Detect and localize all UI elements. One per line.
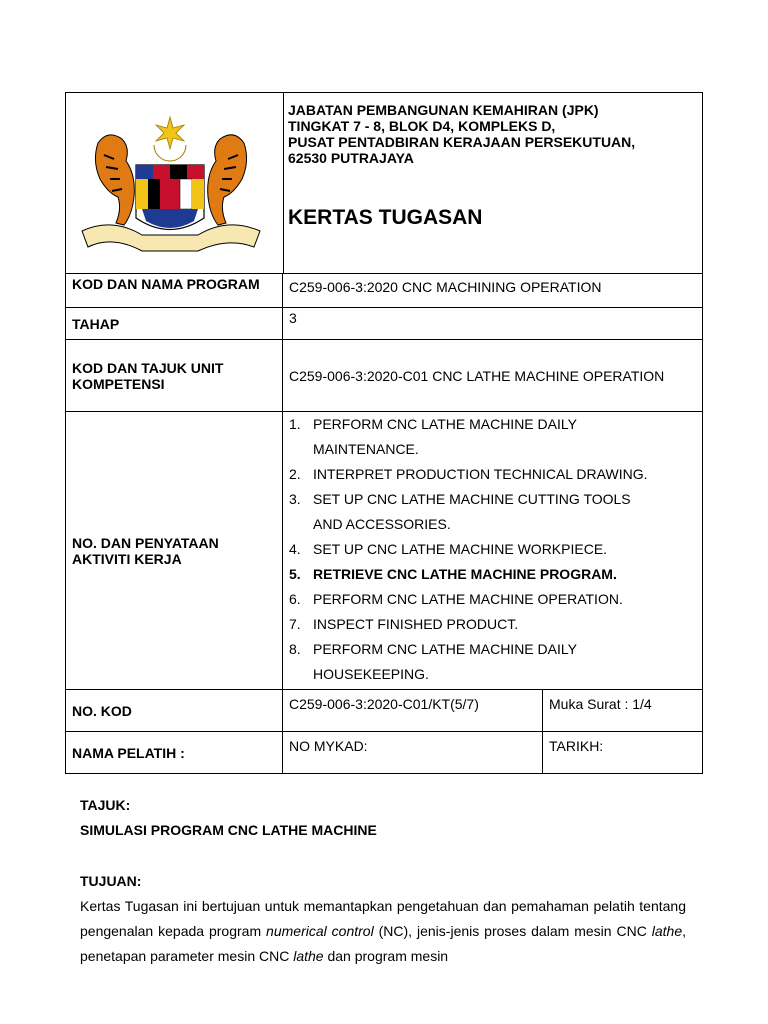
logo-cell — [66, 93, 284, 273]
coat-of-arms-logo — [76, 103, 266, 263]
activity-number: 8. — [289, 641, 301, 657]
tahap-row — [66, 307, 702, 339]
nama-row — [66, 731, 702, 773]
nokod-label: NO. KOD — [66, 690, 283, 731]
activity-text: PERFORM CNC LATHE MACHINE OPERATION. — [313, 591, 623, 607]
tajuk-value: SIMULASI PROGRAM CNC LATHE MACHINE — [80, 822, 377, 838]
tujuan-text: Kertas Tugasan ini bertujuan untuk memantapkan pengetahuan dan pemahaman pelatih tentang pengenalan kepada program — [80, 898, 686, 939]
address-line: PUSAT PENTADBIRAN KERAJAAN PERSEKUTUAN, — [288, 134, 636, 150]
document-header-table — [65, 92, 703, 774]
tujuan-paragraph — [80, 894, 686, 969]
address-line: TINGKAT 7 - 8, BLOK D4, KOMPLEKS D, — [288, 118, 556, 134]
activity-number: 3. — [289, 491, 301, 507]
activity-number: 1. — [289, 416, 301, 432]
tajuk-label: TAJUK: — [80, 797, 131, 813]
nokod-value: C259-006-3:2020-C01/KT(5/7) — [283, 690, 543, 731]
activity-number: 4. — [289, 541, 301, 557]
activity-text: SET UP CNC LATHE MACHINE WORKPIECE. — [313, 541, 608, 557]
activity-item — [289, 587, 696, 612]
activity-item — [289, 612, 696, 637]
tujuan-italic: lathe — [651, 923, 683, 939]
tujuan-text: (NC), jenis-jenis proses dalam mesin CNC — [373, 923, 652, 939]
activities-label: NO. DAN PENYATAAN AKTIVITI KERJA — [66, 412, 283, 689]
tahap-label: TAHAP — [66, 308, 283, 339]
activity-item — [289, 462, 696, 487]
activity-number: 7. — [289, 616, 301, 632]
document-title: KERTAS TUGASAN — [288, 206, 483, 229]
activities-row — [66, 411, 702, 689]
program-value: C259-006-3:2020 CNC MACHINING OPERATION — [289, 279, 602, 295]
program-label: KOD DAN NAMA PROGRAM — [66, 274, 283, 307]
activity-number: 2. — [289, 466, 301, 482]
tujuan-text: , penetapan parameter mesin CNC — [80, 923, 686, 964]
activities-list — [289, 412, 696, 687]
tujuan-label: TUJUAN: — [80, 873, 142, 889]
activity-number: 6. — [289, 591, 301, 607]
nokod-row — [66, 689, 702, 731]
activity-item — [289, 487, 696, 537]
mykad-field: NO MYKAD: — [283, 732, 543, 773]
activity-item — [289, 537, 696, 562]
tujuan-text: dan program mesin — [323, 948, 449, 964]
activity-text: RETRIEVE CNC LATHE MACHINE PROGRAM. — [313, 566, 617, 582]
tahap-value: 3 — [289, 310, 297, 326]
activity-text-continued: HOUSEKEEPING. — [313, 666, 429, 682]
address-line: JABATAN PEMBANGUNAN KEMAHIRAN (JPK) — [288, 102, 599, 118]
header-text-cell — [284, 93, 702, 273]
activity-item — [289, 412, 696, 462]
activity-text: PERFORM CNC LATHE MACHINE DAILY — [313, 416, 577, 432]
activity-number: 5. — [289, 566, 301, 582]
nama-label: NAMA PELATIH : — [66, 732, 283, 773]
unit-label: KOD DAN TAJUK UNIT KOMPETENSI — [66, 340, 283, 411]
activity-text: INSPECT FINISHED PRODUCT. — [313, 616, 519, 632]
activities-list-cell — [283, 412, 702, 689]
agency-address — [284, 93, 702, 166]
tarikh-field: TARIKH: — [549, 738, 604, 754]
unit-value: C259-006-3:2020-C01 CNC LATHE MACHINE OPERATION — [289, 367, 665, 384]
activity-text: PERFORM CNC LATHE MACHINE DAILY — [313, 641, 577, 657]
activity-text: INTERPRET PRODUCTION TECHNICAL DRAWING. — [313, 466, 648, 482]
activity-text: SET UP CNC LATHE MACHINE CUTTING TOOLS — [313, 491, 631, 507]
activity-text-continued: AND ACCESSORIES. — [313, 516, 451, 532]
activity-item — [289, 562, 696, 587]
program-row — [66, 273, 702, 307]
tujuan-italic: numerical control — [266, 923, 374, 939]
activity-text-continued: MAINTENANCE. — [313, 441, 419, 457]
activity-item — [289, 637, 696, 687]
tujuan-italic: lathe — [293, 948, 324, 964]
unit-row — [66, 339, 702, 411]
header-row — [66, 93, 702, 273]
address-line: 62530 PUTRAJAYA — [288, 150, 414, 166]
page-number: Muka Surat : 1/4 — [549, 696, 652, 712]
